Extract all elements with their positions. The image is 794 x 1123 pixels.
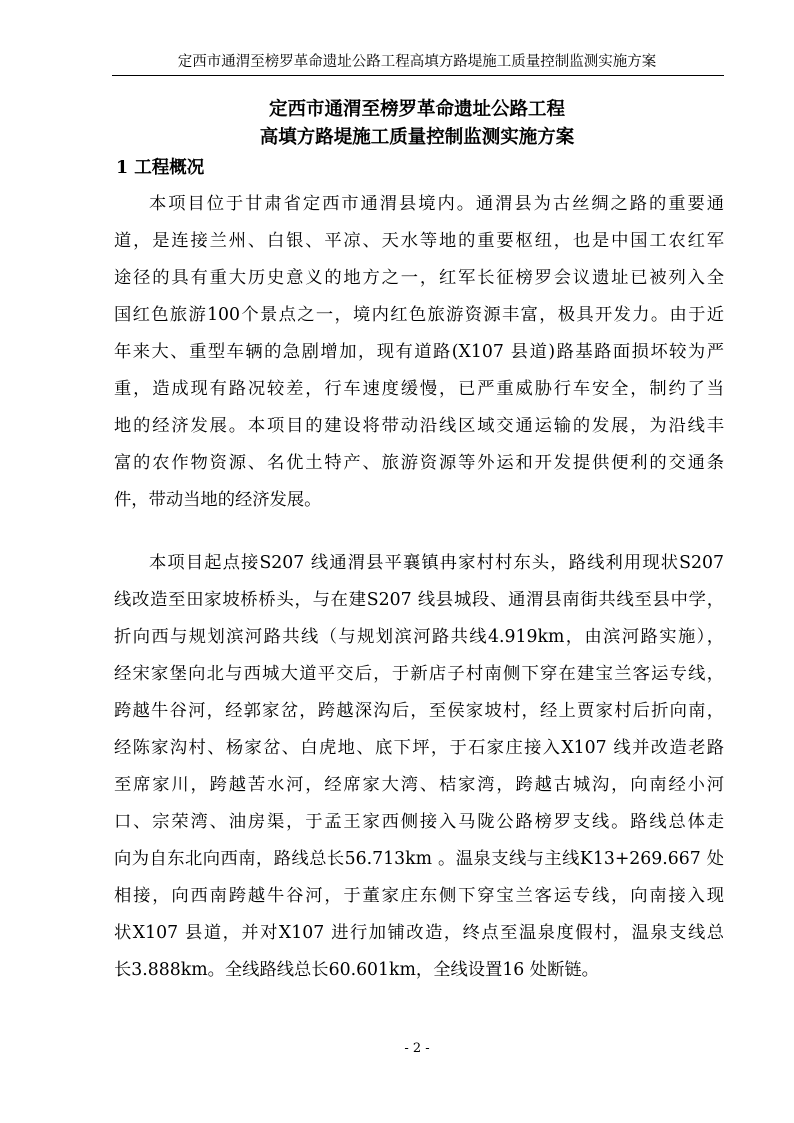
paragraph-line: 道，是连接兰州、白银、平凉、天水等地的重要枢纽，也是中国工农红军 [114, 231, 724, 251]
paragraph-project-location [114, 186, 724, 519]
document-title-line-2: 高填方路堤施工质量控制监测实施方案 [259, 127, 575, 148]
paragraph-line: 富的农作物资源、名优土特产、旅游资源等外运和开发提供便利的交通条 [114, 453, 724, 473]
paragraph-line: 国红色旅游100个景点之一，境内红色旅游资源丰富，极具开发力。由于近 [114, 305, 724, 325]
paragraph-line: 年来大、重型车辆的急剧增加，现有道路(X107 县道)路基路面损坏较为严 [114, 342, 724, 362]
header-divider [112, 75, 724, 76]
paragraph-line: 线改造至田家坡桥桥头，与在建S207 线县城段、通渭县南街共线至县中学， [114, 590, 724, 610]
paragraph-line: 经陈家沟村、杨家岔、白虎地、底下坪，于石家庄接入X107 线并改造老路 [114, 738, 724, 758]
paragraph-line: 长3.888km。全线路线总长60.601km，全线设置16 处断链。 [114, 960, 599, 980]
paragraph-line: 重，造成现有路况较差，行车速度缓慢，已严重威胁行车安全，制约了当 [114, 379, 724, 399]
paragraph-line: 向为自东北向西南，路线总长56.713km 。温泉支线与主线K13+269.667 处 [114, 849, 724, 869]
paragraph-line: 地的经济发展。本项目的建设将带动沿线区域交通运输的发展，为沿线丰 [114, 416, 724, 436]
document-title [112, 96, 722, 152]
running-header: 定西市通渭至榜罗革命遗址公路工程高填方路堤施工质量控制监测实施方案 [177, 54, 657, 70]
paragraph-line: 跨越牛谷河，经郭家岔，跨越深沟后，至侯家坡村，经上贾家村后折向南， [114, 701, 724, 721]
paragraph-line: 口、宗荣湾、油房渠，于孟王家西侧接入马陇公路榜罗支线。路线总体走 [114, 812, 724, 832]
section-heading: 1 工程概况 [116, 158, 205, 178]
paragraph-line: 经宋家堡向北与西城大道平交后，于新店子村南侧下穿在建宝兰客运专线， [114, 664, 724, 684]
paragraph-line: 件，带动当地的经济发展。 [114, 490, 322, 510]
paragraph-line: 途径的具有重大历史意义的地方之一，红军长征榜罗会议遗址已被列入全 [114, 268, 724, 288]
page-number: - 2 - [404, 1041, 430, 1056]
paragraph-line: 状X107 县道，并对X107 进行加铺改造，终点至温泉度假村，温泉支线总 [114, 923, 724, 943]
paragraph-line: 折向西与规划滨河路共线（与规划滨河路共线4.919km，由滨河路实施）， [114, 627, 724, 647]
paragraph-line: 本项目位于甘肃省定西市通渭县境内。通渭县为古丝绸之路的重要通 [149, 194, 724, 214]
paragraph-line: 本项目起点接S207 线通渭县平襄镇冉家村村东头，路线利用现状S207 [149, 553, 724, 573]
paragraph-line: 相接，向西南跨越牛谷河，于董家庄东侧下穿宝兰客运专线，向南接入现 [114, 886, 724, 906]
paragraph-route-description [114, 545, 724, 989]
document-title-line-1: 定西市通渭至榜罗革命遗址公路工程 [268, 99, 565, 120]
paragraph-line: 至席家川，跨越苦水河，经席家大湾、桔家湾，跨越古城沟，向南经小河 [114, 775, 724, 795]
